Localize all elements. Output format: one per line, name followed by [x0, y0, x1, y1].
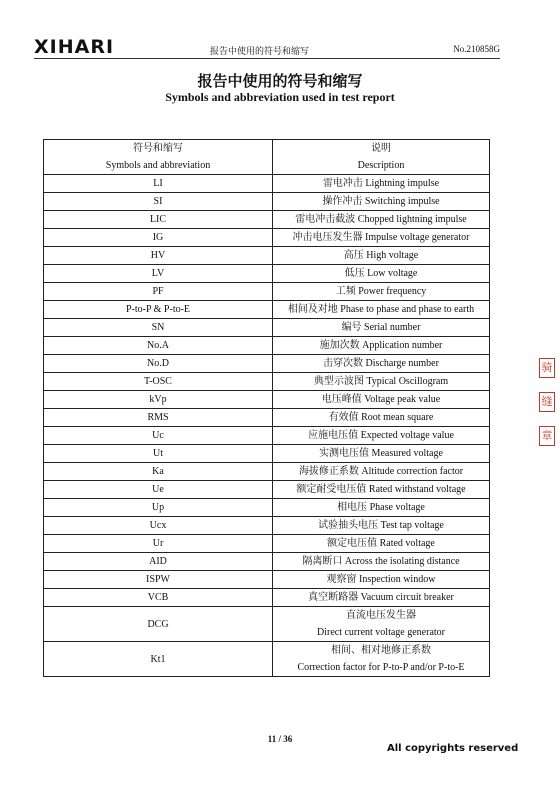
symbol-cell: No.A	[44, 337, 273, 355]
description-cell: 低压 Low voltage	[273, 265, 490, 283]
header-description-en: Description	[357, 160, 405, 171]
description-cell: 额定耐受电压值 Rated withstand voltage	[273, 481, 490, 499]
header-title: 报告中使用的符号和缩写	[210, 46, 310, 56]
table-row	[44, 409, 490, 427]
description-cell: 应施电压值 Expected voltage value	[273, 427, 490, 445]
page-title-cn: 报告中使用的符号和缩写	[197, 72, 363, 90]
table-header-row	[44, 140, 490, 175]
table-row	[44, 301, 490, 319]
column-header-description	[273, 140, 490, 175]
table-row	[44, 283, 490, 301]
page-header	[34, 36, 500, 59]
description-cell: 雷电冲击截波 Chopped lightning impulse	[273, 211, 490, 229]
description-en: Correction factor for P-to-P and/or P-to-E	[297, 662, 465, 673]
table-row	[44, 535, 490, 553]
table-row	[44, 391, 490, 409]
symbol-cell: T-OSC	[44, 373, 273, 391]
symbol-cell: PF	[44, 283, 273, 301]
description-en: Direct current voltage generator	[317, 627, 445, 638]
company-logo: XIHARI	[34, 36, 115, 58]
description-cell: 隔离断口 Across the isolating distance	[273, 553, 490, 571]
description-cell: 冲击电压发生器 Impulse voltage generator	[273, 229, 490, 247]
description-cell: 编号 Serial number	[273, 319, 490, 337]
symbol-cell: Ucx	[44, 517, 273, 535]
symbols-table	[43, 139, 490, 677]
table-row	[44, 463, 490, 481]
description-cell: 高压 High voltage	[273, 247, 490, 265]
symbol-cell: VCB	[44, 589, 273, 607]
symbol-cell: No.D	[44, 355, 273, 373]
seam-stamp	[539, 358, 555, 460]
table-row	[44, 265, 490, 283]
symbol-cell: IG	[44, 229, 273, 247]
table-row	[44, 571, 490, 589]
symbol-cell: SN	[44, 319, 273, 337]
description-cell: 试验抽头电压 Test tap voltage	[273, 517, 490, 535]
table-row	[44, 175, 490, 193]
table-row	[44, 355, 490, 373]
description-cell: 电压峰值 Voltage peak value	[273, 391, 490, 409]
table-row	[44, 642, 490, 677]
description-cell: 相电压 Phase voltage	[273, 499, 490, 517]
table-row	[44, 553, 490, 571]
description-cell: 真空断路器 Vacuum circuit breaker	[273, 589, 490, 607]
description-cell: 海拔修正系数 Altitude correction factor	[273, 463, 490, 481]
symbol-cell: ISPW	[44, 571, 273, 589]
table-row	[44, 229, 490, 247]
table-row	[44, 445, 490, 463]
table-row	[44, 211, 490, 229]
table-row	[44, 337, 490, 355]
symbol-cell: Up	[44, 499, 273, 517]
table-row	[44, 319, 490, 337]
copyright-notice: All copyrights reserved	[387, 743, 519, 754]
table-row	[44, 517, 490, 535]
description-cell: 典型示波图 Typical Oscillogram	[273, 373, 490, 391]
description-cell: 观察窗 Inspection window	[273, 571, 490, 589]
header-description-cn: 说明	[371, 143, 391, 154]
description-cell: 额定电压值 Rated voltage	[273, 535, 490, 553]
description-cell: 工频 Power frequency	[273, 283, 490, 301]
symbol-cell: Uc	[44, 427, 273, 445]
header-symbols-en: Symbols and abbreviation	[105, 160, 211, 171]
description-cn: 相间、相对地修正系数	[331, 645, 431, 656]
report-number: No.210858G	[453, 44, 500, 54]
description-cn: 直流电压发生器	[346, 610, 416, 621]
table-row	[44, 427, 490, 445]
column-header-symbols	[44, 140, 273, 175]
description-cell: 有效值 Root mean square	[273, 409, 490, 427]
description-cell	[273, 642, 490, 677]
symbol-cell: LI	[44, 175, 273, 193]
symbol-cell: LIC	[44, 211, 273, 229]
symbol-cell: LV	[44, 265, 273, 283]
description-cell: 相间及对地 Phase to phase and phase to earth	[273, 301, 490, 319]
header-symbols-cn: 符号和缩写	[133, 143, 183, 154]
description-cell: 施加次数 Application number	[273, 337, 490, 355]
table-row	[44, 193, 490, 211]
symbol-cell: RMS	[44, 409, 273, 427]
symbol-cell: P-to-P & P-to-E	[44, 301, 273, 319]
table-row	[44, 499, 490, 517]
symbol-cell: AID	[44, 553, 273, 571]
table-row	[44, 373, 490, 391]
symbol-cell: Ka	[44, 463, 273, 481]
description-cell: 实测电压值 Measured voltage	[273, 445, 490, 463]
symbol-cell: Ut	[44, 445, 273, 463]
description-cell: 操作冲击 Switching impulse	[273, 193, 490, 211]
description-cell: 雷电冲击 Lightning impulse	[273, 175, 490, 193]
symbol-cell: SI	[44, 193, 273, 211]
stamp-char: 骑	[539, 358, 555, 378]
symbol-cell: Ur	[44, 535, 273, 553]
symbol-cell: Ue	[44, 481, 273, 499]
symbol-cell: kVp	[44, 391, 273, 409]
symbol-cell: Kt1	[44, 642, 273, 677]
description-cell	[273, 607, 490, 642]
table-row	[44, 607, 490, 642]
symbol-cell: HV	[44, 247, 273, 265]
symbol-cell: DCG	[44, 607, 273, 642]
page-number: 11 / 36	[267, 734, 293, 744]
table-row	[44, 589, 490, 607]
stamp-char: 缝	[539, 392, 555, 412]
table-row	[44, 481, 490, 499]
stamp-char: 章	[539, 426, 555, 446]
description-cell: 击穿次数 Discharge number	[273, 355, 490, 373]
table-row	[44, 247, 490, 265]
page-title-en: Symbols and abbreviation used in test report	[165, 90, 395, 104]
